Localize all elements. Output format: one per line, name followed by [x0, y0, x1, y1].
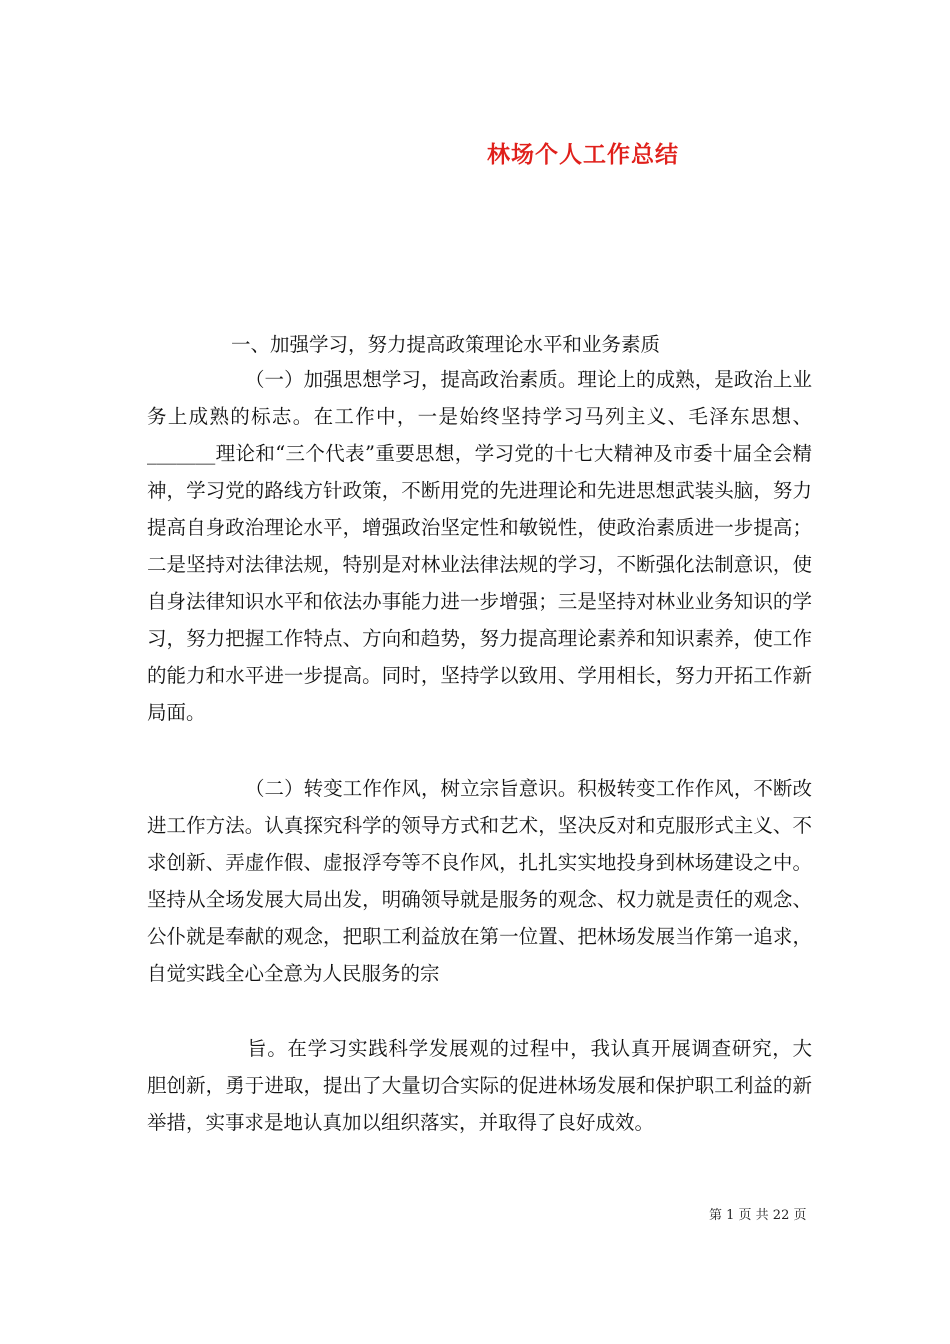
- page-number: 第 1 页 共 22 页: [709, 1208, 807, 1223]
- paragraph-3: 旨。在学习实践科学发展观的过程中，我认真开展调查研究，大胆创新，勇于进取，提出了大量切合实际的促进林场发展和保护职工利益的新举措，实事求是地认真加以组织落实，并取得了良好成效。: [147, 1037, 812, 1134]
- document-title: 林场个人工作总结: [487, 142, 679, 168]
- paragraph-1: （一）加强思想学习，提高政治素质。理论上的成熟，是政治上业务上成熟的标志。在工作中，一是始终坚持学习马列主义、毛泽东思想、_______理论和“三个代表”重要思想，学习党的十七大精神及市委十届全会精神，学习党的路线方针政策，不断用党的先进理论和先进思想武装头脑，努力提高自身政治理论水平，增强政治坚定性和敏锐性，使政治素质进一步提高；二是坚持对法律法规，特别是对林业法律法规的学习，不断强化法制意识，使自身法律知识水平和依法办事能力进一步增强；三是坚持对林业业务知识的学习，努力把握工作特点、方向和趋势，努力提高理论素养和知识素养，使工作的能力和水平进一步提高。同时，坚持学以致用、学用相长，努力开拓工作新局面。: [147, 368, 812, 724]
- paragraph-2: （二）转变工作作风，树立宗旨意识。积极转变工作作风，不断改进工作方法。认真探究科学的领导方式和艺术，坚决反对和克服形式主义、不求创新、弄虚作假、虚报浮夸等不良作风，扎扎实实地投身到林场建设之中。坚持从全场发展大局出发，明确领导就是服务的观念、权力就是责任的观念、公仆就是奉献的观念，把职工利益放在第一位置、把林场发展当作第一追求，自觉实践全心全意为人民服务的宗: [147, 777, 812, 985]
- section-heading: 一、加强学习，努力提高政策理论水平和业务素质: [231, 333, 661, 356]
